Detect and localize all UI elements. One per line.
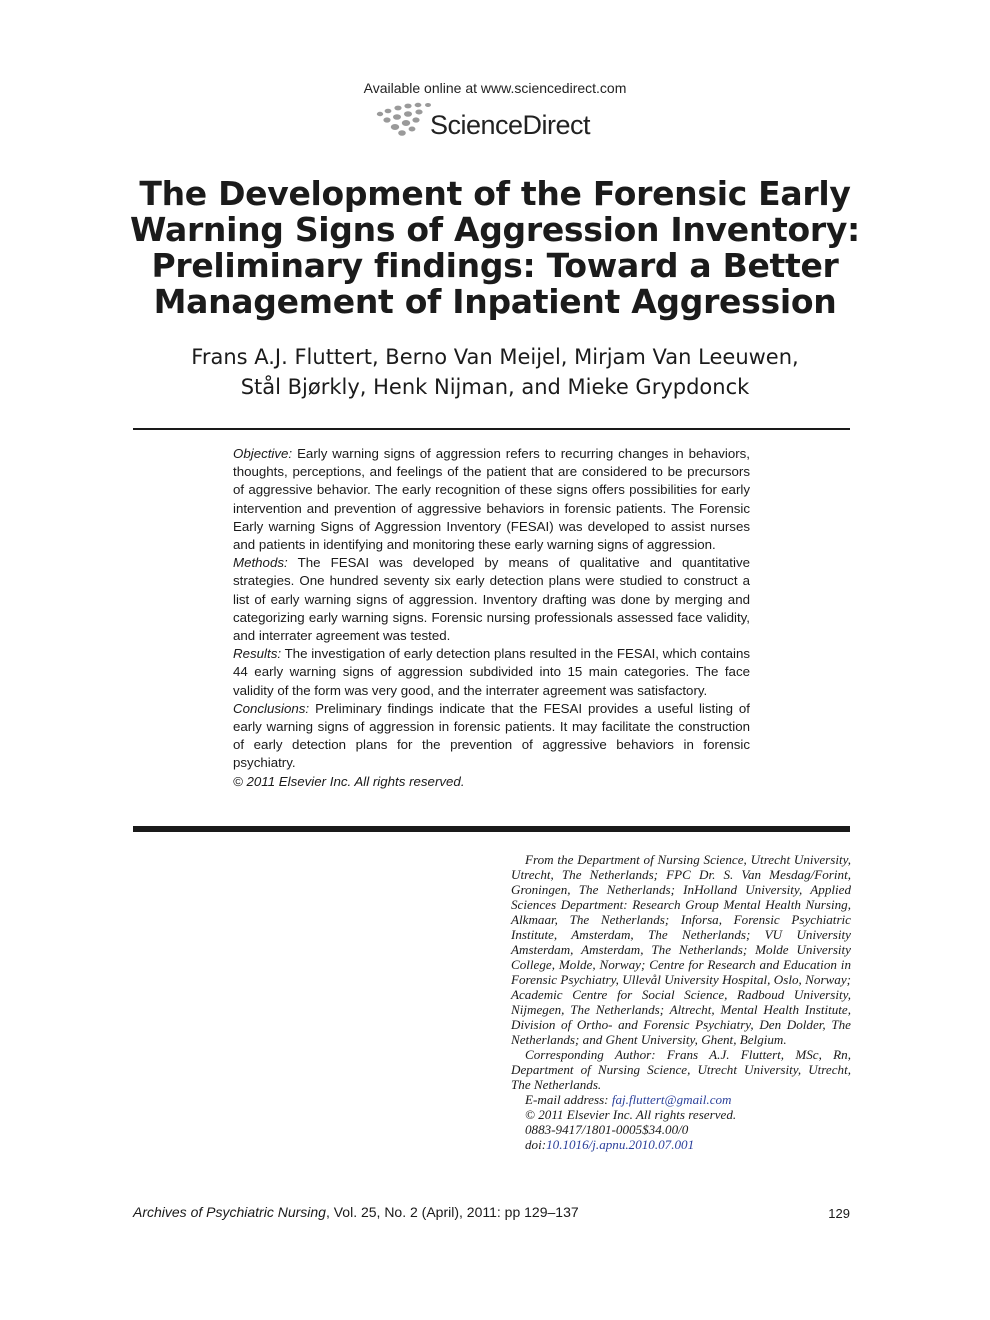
available-online-text: Available online at www.sciencedirect.com (363, 80, 627, 96)
top-divider (133, 428, 850, 430)
authors-line-1: Frans A.J. Fluttert, Berno Van Meijel, Mirjam Van Leeuwen, (191, 345, 799, 369)
authors-line-2: Stål Bjørkly, Henk Nijman, and Mieke Grypdonck (240, 375, 750, 399)
bottom-divider (133, 826, 850, 832)
affiliation-copyright: © 2011 Elsevier Inc. All rights reserved. (525, 1107, 737, 1122)
journal-volume-info: , Vol. 25, No. 2 (April), 2011: pp 129–137 (325, 1204, 579, 1220)
author-list (95, 342, 895, 402)
conclusions-label: Conclusions: (233, 700, 310, 716)
email-link[interactable]: faj.fluttert@gmail.com (611, 1092, 732, 1107)
corresponding-author: Corresponding Author: Frans A.J. Fluttert, MSc, Rn, Department of Nursing Science, Utrecht University, Utrecht, The Netherlands. (511, 1047, 851, 1092)
affiliation-from: From the Department of Nursing Science, Utrecht University, Utrecht, The Netherlands; FPC Dr. S. Van Mesdag/Forint, Groningen, The Netherlands; InHolland University, Applied Sciences Department: Research Group Mental Health Nursing, Alkmaar, The Netherlands; Inforsa, Forensic Psychiatric Institute, Amsterdam, The Netherlands; VU University Amsterdam, Amsterdam, The Netherlands; Molde University College, Molde, Norway; Centre for Research and Education in Forensic Psychiatry, Ullevål University Hospital, Oslo, Norway; Academic Centre for Social Science, Radboud University, Nijmegen, The Netherlands; Altrecht, Mental Health Institute, Division of Ortho- and Forensic Psychiatry, Den Dolder, The Netherlands; and Ghent University, Ghent, Belgium. (511, 852, 851, 1047)
email-label: E-mail address: (525, 1092, 609, 1107)
abstract-objective (233, 445, 750, 554)
sciencedirect-logo-text: ScienceDirect (430, 110, 591, 140)
abstract-copyright: © 2011 Elsevier Inc. All rights reserved. (233, 773, 465, 789)
methods-label: Methods: (233, 555, 288, 571)
doi-label: doi: (525, 1137, 547, 1152)
results-label: Results: (233, 646, 282, 662)
abstract-results (233, 645, 750, 700)
objective-text: Early warning signs of aggression refers to recurring changes in behaviors, thoughts, perceptions, and feelings of the patient that are considered to be precursors of aggressive behavior. The early recognition of these signs offers possibilities for early intervention and prevention of aggressive behaviors in forensic patients. The Forensic Early warning Signs of Aggression Inventory (FESAI) was developed to assist nurses and patients in identifying and monitoring these early warning signs of aggression. (233, 446, 750, 553)
methods-text: The FESAI was developed by means of qualitative and quantitative strategies. One hundred seventy six early detection plans were studied to construct a list of early warning signs of aggression. Inventory drafting was done by merging and categorizing early warning signs. Forensic nursing professionals assessed face validity, and interrater agreement was tested. (233, 555, 750, 644)
abstract-conclusions (233, 700, 750, 773)
doi-line (511, 1137, 851, 1152)
email-line (511, 1092, 851, 1107)
journal-name: Archives of Psychiatric Nursing (133, 1204, 326, 1220)
abstract-methods (233, 554, 750, 645)
conclusions-text: Preliminary findings indicate that the FESAI provides a useful listing of early warning signs of aggression in forensic patients. It may facilitate the construction of early detection plans for the prevention of aggressive behaviors in forensic psychiatry. (233, 700, 750, 771)
journal-citation (133, 1204, 579, 1220)
doi-link[interactable]: 10.1016/j.apnu.2010.07.001 (546, 1137, 695, 1152)
page-number: 129 (828, 1206, 850, 1221)
affiliation-block (511, 852, 851, 1152)
objective-label: Objective: (233, 446, 293, 461)
article-title: The Development of the Forensic Early Warning Signs of Aggression Inventory: Preliminary findings: Toward a Better Management of Inpatient Aggression (130, 174, 860, 321)
results-text: The investigation of early detection plans resulted in the FESAI, which contains 44 early warning signs of aggression subdivided into 15 main categories. The face validity of the form was very good, and the interrater agreement was satisfactory. (233, 646, 750, 698)
issn-line: 0883-9417/1801-0005$34.00/0 (525, 1122, 689, 1137)
abstract (233, 445, 750, 791)
